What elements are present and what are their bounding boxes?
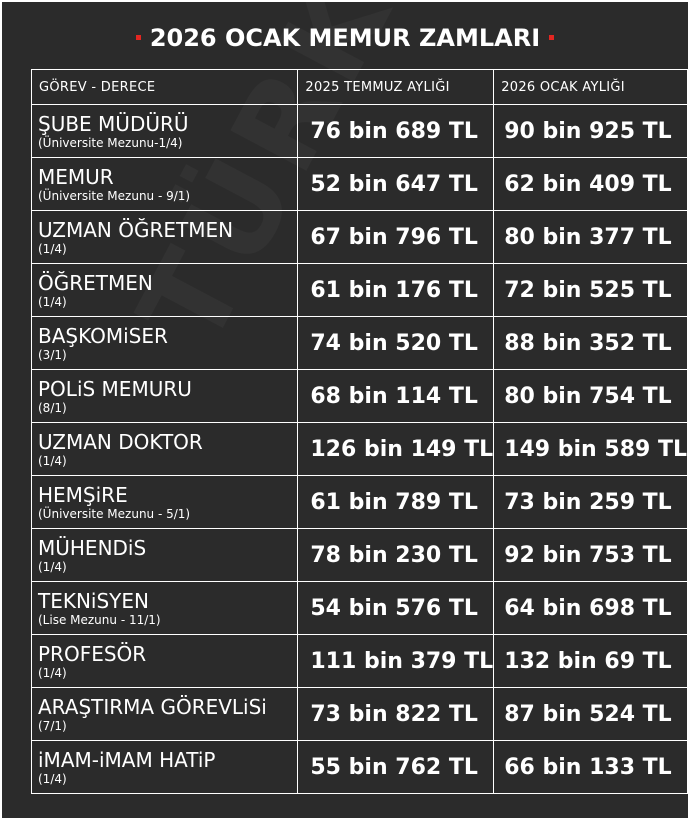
- role-cell: [32, 529, 298, 582]
- table-row: [32, 529, 688, 582]
- salary-2025-cell: 73 bin 822 TL: [298, 688, 494, 741]
- table-row: [32, 317, 688, 370]
- page-title: [2, 22, 688, 54]
- role-name: ARAŞTIRMA GÖREVLiSi: [38, 694, 267, 719]
- salary-card: [2, 2, 688, 818]
- role-grade: (8/1): [38, 400, 67, 415]
- table-row: [32, 264, 688, 317]
- role-cell: [32, 264, 298, 317]
- role-grade: (Üniversite Mezunu-1/4): [38, 135, 183, 150]
- header-2025: 2025 TEMMUZ AYLIĞI: [298, 70, 494, 105]
- salary-2025-cell: 67 bin 796 TL: [298, 211, 494, 264]
- role-cell: [32, 423, 298, 476]
- red-square-icon: [136, 35, 141, 40]
- table-body: [32, 105, 688, 794]
- salary-2026-cell: 64 bin 698 TL: [494, 582, 688, 635]
- table-row: [32, 211, 688, 264]
- role-name: MEMUR: [38, 164, 114, 189]
- role-cell: [32, 211, 298, 264]
- role-cell: [32, 105, 298, 158]
- salary-2026-cell: 92 bin 753 TL: [494, 529, 688, 582]
- salary-2025-cell: 52 bin 647 TL: [298, 158, 494, 211]
- salary-2025-cell: 61 bin 789 TL: [298, 476, 494, 529]
- role-cell: [32, 158, 298, 211]
- role-grade: (Lise Mezunu - 11/1): [38, 612, 161, 627]
- salary-2025-cell: 76 bin 689 TL: [298, 105, 494, 158]
- salary-2025-cell: 55 bin 762 TL: [298, 741, 494, 794]
- salary-2025-cell: 78 bin 230 TL: [298, 529, 494, 582]
- table-row: [32, 423, 688, 476]
- salary-2026-cell: 80 bin 754 TL: [494, 370, 688, 423]
- role-grade: (1/4): [38, 241, 67, 256]
- role-cell: [32, 635, 298, 688]
- role-grade: (7/1): [38, 718, 67, 733]
- salary-2026-cell: 88 bin 352 TL: [494, 317, 688, 370]
- role-name: iMAM-iMAM HATiP: [38, 747, 216, 772]
- table-row: [32, 688, 688, 741]
- salary-2026-cell: 132 bin 69 TL: [494, 635, 688, 688]
- salary-2025-cell: 61 bin 176 TL: [298, 264, 494, 317]
- salary-2026-cell: 62 bin 409 TL: [494, 158, 688, 211]
- role-cell: [32, 317, 298, 370]
- salary-2026-cell: 72 bin 525 TL: [494, 264, 688, 317]
- role-grade: (1/4): [38, 453, 67, 468]
- red-square-icon: [549, 35, 554, 40]
- role-name: TEKNiSYEN: [38, 588, 149, 613]
- role-grade: (1/4): [38, 771, 67, 786]
- table-row: [32, 582, 688, 635]
- role-grade: (1/4): [38, 665, 67, 680]
- salary-2026-cell: 90 bin 925 TL: [494, 105, 688, 158]
- salary-2025-cell: 126 bin 149 TL: [298, 423, 494, 476]
- role-grade: (1/4): [38, 294, 67, 309]
- salary-2026-cell: 73 bin 259 TL: [494, 476, 688, 529]
- salary-2026-cell: 149 bin 589 TL: [494, 423, 688, 476]
- table-row: [32, 158, 688, 211]
- header-role: GÖREV - DERECE: [32, 70, 298, 105]
- salary-2025-cell: 111 bin 379 TL: [298, 635, 494, 688]
- table-header-row: [32, 70, 688, 105]
- salary-2025-cell: 74 bin 520 TL: [298, 317, 494, 370]
- role-cell: [32, 370, 298, 423]
- role-name: UZMAN DOKTOR: [38, 429, 203, 454]
- role-grade: (Üniversite Mezunu - 9/1): [38, 188, 191, 203]
- salary-2026-cell: 87 bin 524 TL: [494, 688, 688, 741]
- role-cell: [32, 741, 298, 794]
- role-name: HEMŞiRE: [38, 482, 128, 507]
- role-grade: (3/1): [38, 347, 67, 362]
- role-grade: (Üniversite Mezunu - 5/1): [38, 506, 191, 521]
- role-name: UZMAN ÖĞRETMEN: [38, 217, 234, 242]
- table-row: [32, 476, 688, 529]
- role-name: BAŞKOMiSER: [38, 323, 168, 348]
- salary-2026-cell: 66 bin 133 TL: [494, 741, 688, 794]
- role-name: POLiS MEMURU: [38, 376, 192, 401]
- role-cell: [32, 688, 298, 741]
- role-cell: [32, 582, 298, 635]
- role-name: ŞUBE MÜDÜRÜ: [38, 111, 189, 136]
- role-cell: [32, 476, 298, 529]
- role-name: MÜHENDiS: [38, 535, 147, 560]
- header-2026: 2026 OCAK AYLIĞI: [494, 70, 688, 105]
- salary-2025-cell: 68 bin 114 TL: [298, 370, 494, 423]
- table-row: [32, 370, 688, 423]
- role-grade: (1/4): [38, 559, 67, 574]
- salary-2025-cell: 54 bin 576 TL: [298, 582, 494, 635]
- role-name: PROFESÖR: [38, 641, 147, 666]
- table-row: [32, 635, 688, 688]
- table-row: [32, 105, 688, 158]
- table-row: [32, 741, 688, 794]
- salary-2026-cell: 80 bin 377 TL: [494, 211, 688, 264]
- role-name: ÖĞRETMEN: [38, 270, 153, 295]
- title-text: 2026 OCAK MEMUR ZAMLARI: [149, 24, 541, 52]
- salary-table: [31, 69, 688, 794]
